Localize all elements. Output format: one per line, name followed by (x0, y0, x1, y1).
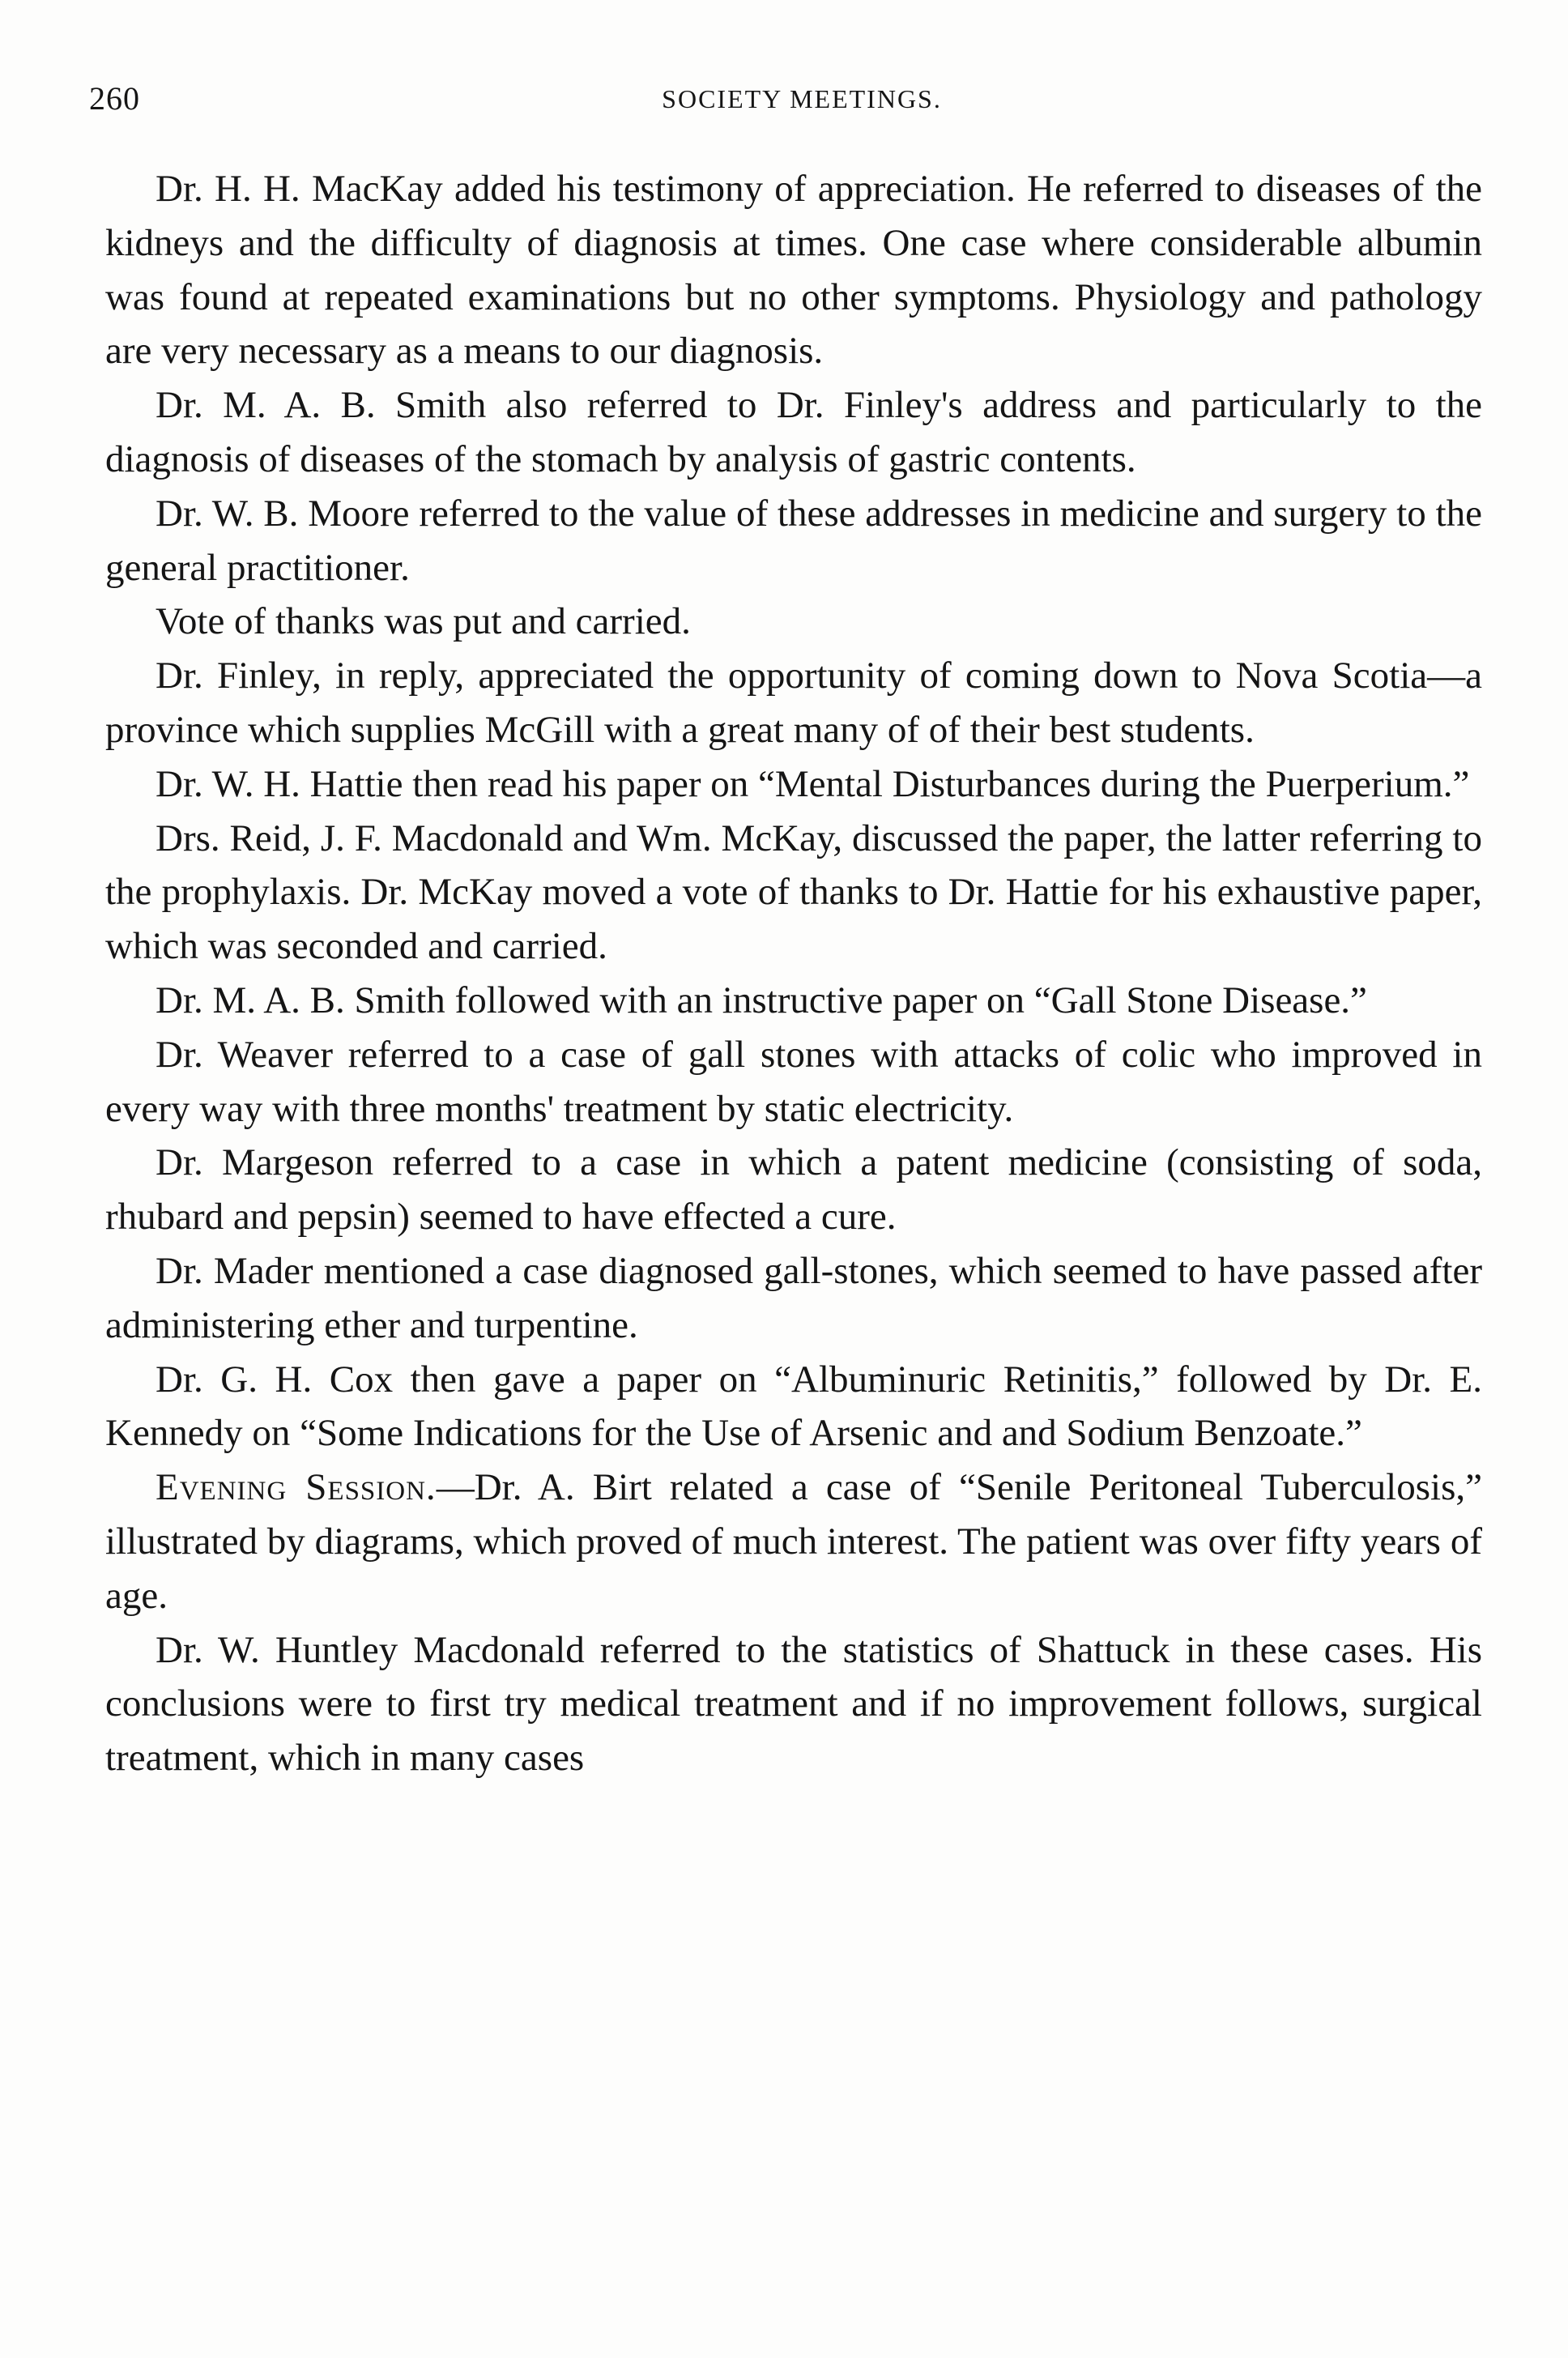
paragraph-discussion-hattie: Drs. Reid, J. F. Macdonald and Wm. McKay, discussed the paper, the latter referring to the prophylaxis. Dr. McKay moved a vote of thanks to Dr. Hattie for his exhaustive paper, which was seconded and carried. (105, 817, 1482, 968)
paragraph-cox-kennedy-papers: Dr. G. H. Cox then gave a paper on “Albuminuric Retinitis,” followed by Dr. E. Kennedy on “Some Indications for the Use of Arsenic and and Sodium Benzoate.” (105, 1358, 1482, 1455)
paragraph-smith-stomach: Dr. M. A. B. Smith also referred to Dr. Finley's address and particularly to the diagnosis of diseases of the stomach by analysis of gastric contents. (105, 384, 1482, 480)
body-text (105, 162, 1482, 1785)
paragraph-hattie-paper: Dr. W. H. Hattie then read his paper on “Mental Disturbances during the Puerperium.” (156, 762, 1470, 805)
paragraph-huntley-macdonald: Dr. W. Huntley Macdonald referred to the statistics of Shattuck in these cases. His conclusions were to first try medical treatment and if no improvement follows, surgical treatment, which in many cases (105, 1628, 1482, 1780)
page-number: 260 (89, 80, 140, 117)
paragraph-mackay-testimony: Dr. H. H. MacKay added his testimony of appreciation. He referred to diseases of the kidneys and the difficulty of diagnosis at times. One case where considerable albumin was found at repeated examinations but no other symptoms. Physiology and pathology are very necessary as a means to our diagnosis. (105, 168, 1482, 373)
paragraph-evening-session (105, 1460, 1482, 1622)
page-header (89, 75, 1482, 123)
paragraph-vote-of-thanks: Vote of thanks was put and carried. (156, 600, 691, 643)
paragraph-margeson-cure: Dr. Margeson referred to a case in which a patent medicine (consisting of soda, rhubard and pepsin) seemed to have effected a cure. (105, 1141, 1482, 1239)
paragraph-moore-addresses: Dr. W. B. Moore referred to the value of these addresses in medicine and surgery to the general practitioner. (105, 492, 1482, 589)
paragraph-smith-gall-stone: Dr. M. A. B. Smith followed with an instructive paper on “Gall Stone Disease.” (156, 979, 1367, 1021)
evening-session-heading: Evening Session. (156, 1466, 437, 1509)
evening-session-text: —Dr. A. Birt related a case of “Senile Peritoneal Tuberculosis,” illustrated by diagrams, which proved of much interest. The patient was over fifty years of age. (105, 1466, 1482, 1617)
paragraph-mader-gall-stones: Dr. Mader mentioned a case diagnosed gall-stones, which seemed to have passed after administering ether and turpentine. (105, 1249, 1482, 1346)
running-head: SOCIETY MEETINGS. (662, 84, 942, 113)
paragraph-finley-reply: Dr. Finley, in reply, appreciated the opportunity of coming down to Nova Scotia—a province which supplies McGill with a great many of of their best students. (105, 655, 1482, 751)
paragraph-weaver-colic: Dr. Weaver referred to a case of gall stones with attacks of colic who improved in every way with three months' treatment by static electricity. (105, 1033, 1482, 1130)
